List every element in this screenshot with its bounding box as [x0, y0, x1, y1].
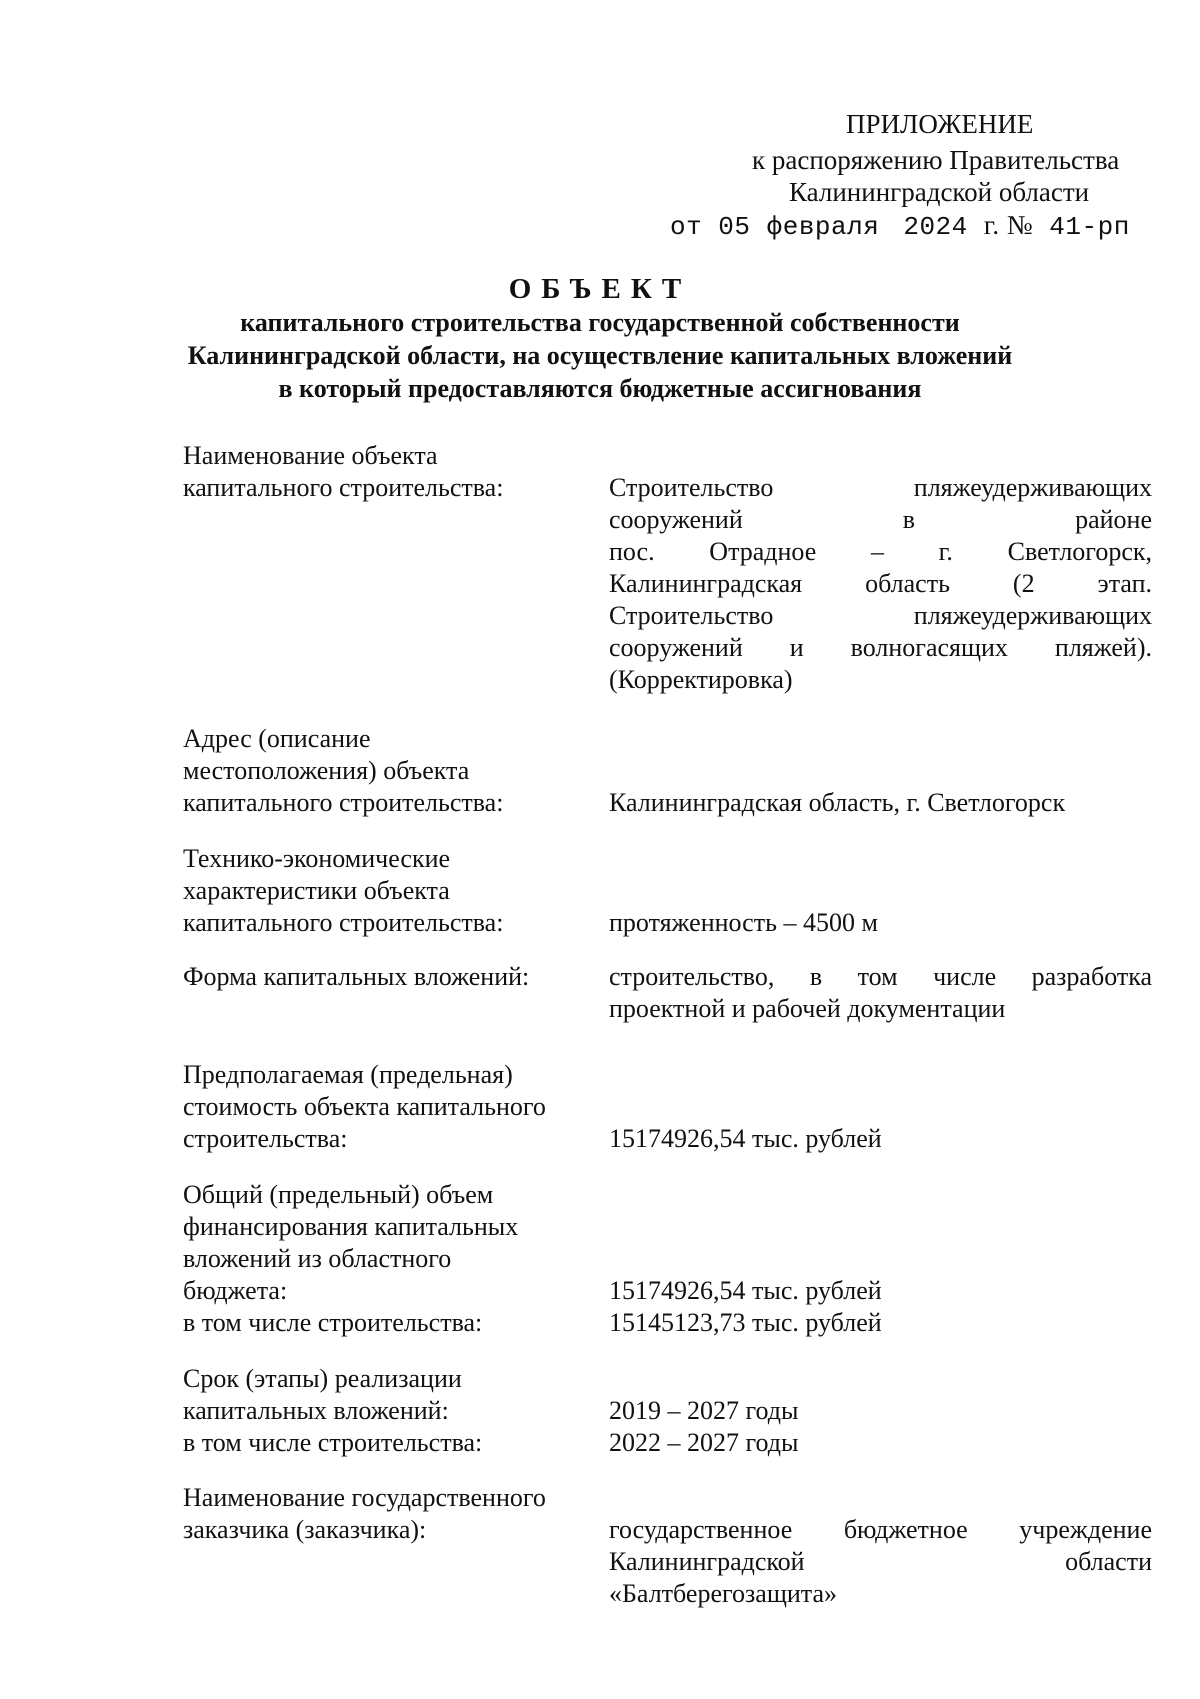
- row-value: 15174926,54 тыс. рублей: [609, 1124, 882, 1153]
- object-heading-word: ОБЪЕКТ: [508, 273, 692, 305]
- row-value: 2019 – 2027 годы 2022 – 2027 годы: [609, 1396, 799, 1457]
- row-value: протяженность – 4500 м: [609, 908, 878, 937]
- appendix-title: ПРИЛОЖЕНИЕ: [846, 109, 1034, 139]
- appendix-number: 41-рп: [1049, 212, 1130, 242]
- appendix-date: от 05 февраля: [670, 212, 880, 242]
- row-value: Строительство пляжеудерживающих сооружений в районе пос. Отрадное – г. Светлогорск, Калининградская область (2 этап. Строительство пляжеудерживающих сооружений и волногасящих пляжей). (Корректировка): [609, 473, 1152, 694]
- row-label: Форма капитальных вложений:: [183, 962, 530, 991]
- row-value: строительство, в том числе разработка проектной и рабочей документации: [609, 962, 1152, 1023]
- row-label: Наименование объекта капитального строительства:: [183, 441, 504, 502]
- appendix-year-suffix: г. №: [983, 210, 1034, 240]
- appendix-to: к распоряжению Правительства: [752, 145, 1120, 175]
- appendix-date-line: [670, 207, 1130, 245]
- row-value: государственное бюджетное учреждение Калининградской области «Балтберегозащита»: [609, 1515, 1152, 1608]
- row-label: Наименование государственного заказчика (заказчика):: [183, 1483, 546, 1544]
- object-heading-line2: Калининградской области, на осуществление капитальных вложений: [187, 341, 1013, 370]
- row-value: Калининградская область, г. Светлогорск: [609, 788, 1066, 817]
- row-label: Предполагаемая (предельная) стоимость объекта капитального строительства:: [183, 1060, 546, 1153]
- appendix-region: Калининградской области: [789, 177, 1090, 207]
- object-heading-line3: в который предоставляются бюджетные ассигнования: [278, 374, 922, 403]
- row-label: Общий (предельный) объем финансирования капитальных вложений из областного бюджета: в том числе строительства:: [183, 1180, 519, 1337]
- row-value: 15174926,54 тыс. рублей 15145123,73 тыс. рублей: [609, 1276, 882, 1337]
- object-heading-line1: капитального строительства государственной собственности: [240, 308, 960, 337]
- appendix-year: 2024: [903, 212, 968, 242]
- row-label: Срок (этапы) реализации капитальных вложений: в том числе строительства:: [183, 1364, 483, 1457]
- row-label: Технико-экономические характеристики объекта капитального строительства:: [183, 844, 504, 937]
- row-label: Адрес (описание местоположения) объекта капитального строительства:: [183, 724, 504, 817]
